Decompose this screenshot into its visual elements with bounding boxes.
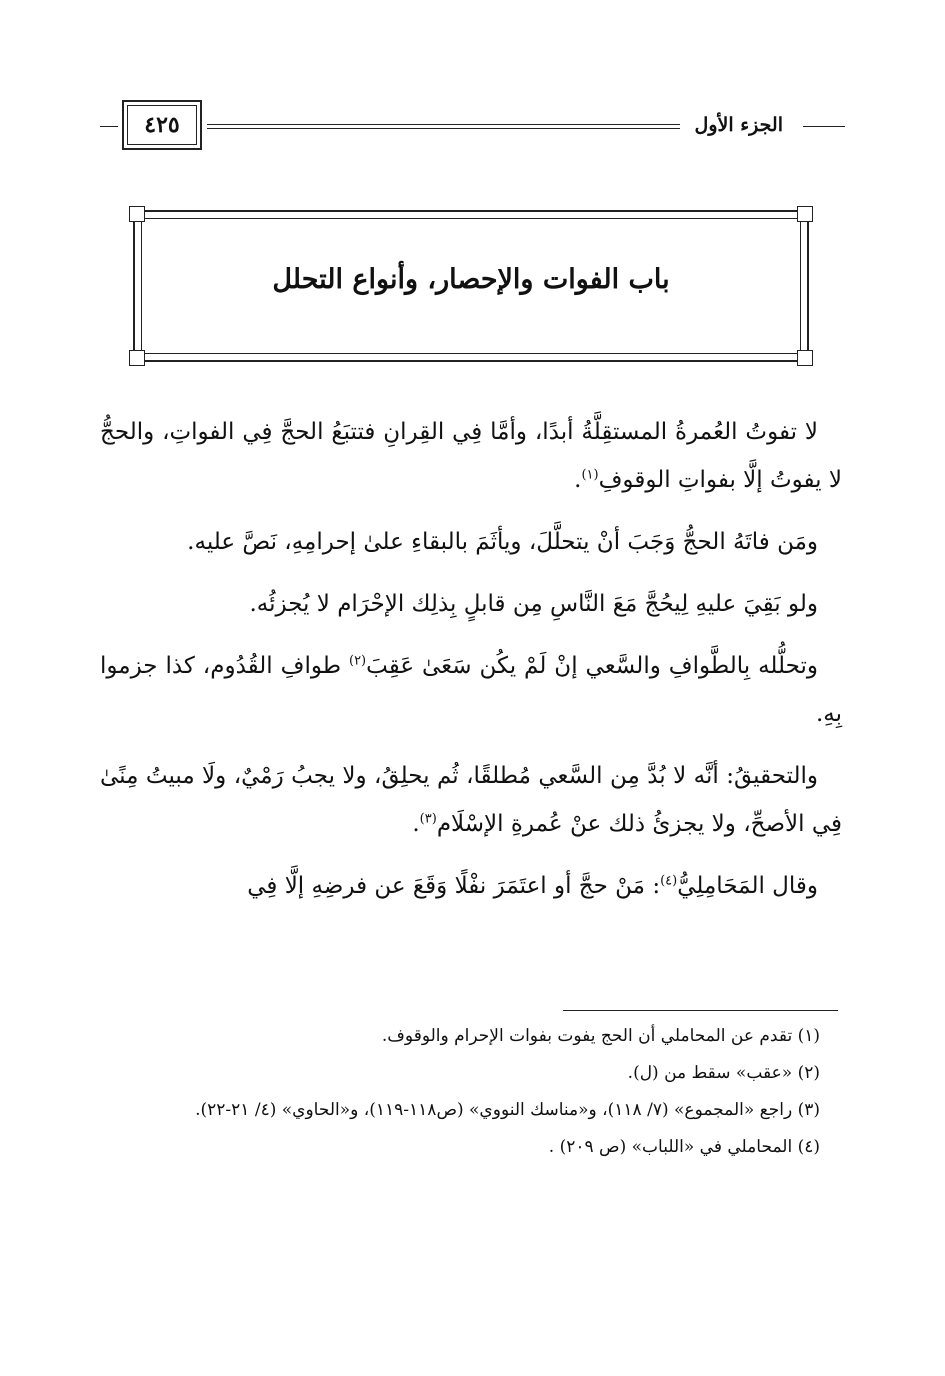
paragraph: وتحلُّله بِالطَّوافِ والسَّعي إنْ لَمْ يكُن سَعَىٰ عَقِبَ$^{(٢)}$ طوافِ القُدُوم، كذا جزموا بِهِ.: [100, 653, 842, 727]
paragraph: ومَن فاتَهُ الحجُّ وَجَبَ أنْ يتحلَّلَ، ويأثَمَ بالبقاءِ علىٰ إحرامِهِ، نَصَّ عليه.: [187, 529, 818, 555]
header-rule-right: [803, 126, 845, 127]
paragraph: ولو بَقِيَ عليهِ لِيحُجَّ مَعَ النَّاسِ مِن قابلٍ بِذلِك الإحْرَام لا يُجزئُه.: [249, 591, 818, 617]
footnotes: [100, 1020, 840, 1168]
frame-corner: [129, 206, 145, 222]
paragraph: وقال المَحَامِلِيُّ$^{(٤)}$: مَنْ حجَّ أو اعتَمَرَ نفْلًا وَقَعَ عن فرضِهِ إلَّا فِي: [247, 873, 818, 899]
main-text: [100, 408, 842, 910]
page-header: [100, 100, 845, 156]
chapter-title-frame: [133, 210, 809, 362]
header-rule-middle: [207, 124, 680, 125]
paragraph: لا تفوتُ العُمرةُ المستقِلَّةُ أبدًا، وأمَّا فِي القِرانِ فتتبَعُ الحجَّ فِي الفواتِ، والحجُّ لا يفوتُ إلَّا بفواتِ الوقوفِ$^{(١)}$.: [100, 419, 842, 493]
chapter-title: باب الفوات والإحصار، وأنواع التحلل: [272, 264, 670, 295]
running-title: الجزء الأول: [694, 114, 783, 136]
footnote: (١) تقدم عن المحاملي أن الحج يفوت بفوات الإحرام والوقوف.: [381, 1026, 820, 1046]
footnote-ref[interactable]: (٢): [348, 653, 367, 669]
footnote-ref[interactable]: (١): [581, 467, 599, 483]
footnote-ref[interactable]: (٤): [660, 873, 678, 889]
footnote: (٤) المحاملي في «اللباب» (ص ٢٠٩) .: [548, 1137, 820, 1157]
page-number: ٤٢٥: [144, 112, 180, 138]
page-number-frame: [122, 100, 202, 150]
footnote: (٣) راجع «المجموع» (٧/ ١١٨)، و«مناسك النووي» (ص١١٨-١١٩)، و«الحاوي» (٤/ ٢١-٢٢).: [195, 1100, 820, 1120]
header-rule-left: [100, 126, 118, 127]
frame-corner: [797, 206, 813, 222]
footnote-ref[interactable]: (٣): [419, 811, 437, 827]
footnote-separator: [563, 1010, 838, 1011]
frame-corner: [797, 350, 813, 366]
paragraph: والتحقيقُ: أنَّه لا بُدَّ مِن السَّعي مُطلقًا، ثُم يحلِقُ، ولا يجبُ رَمْيٌ، ولَا مبيتُ مِنًىٰ فِي الأصحِّ، ولا يجزئُ ذلك عنْ عُمرةِ الإسْلَام$^{(٣)}$.: [100, 763, 842, 837]
frame-corner: [129, 350, 145, 366]
footnote: (٢) «عقب» سقط من (ل).: [627, 1063, 820, 1083]
